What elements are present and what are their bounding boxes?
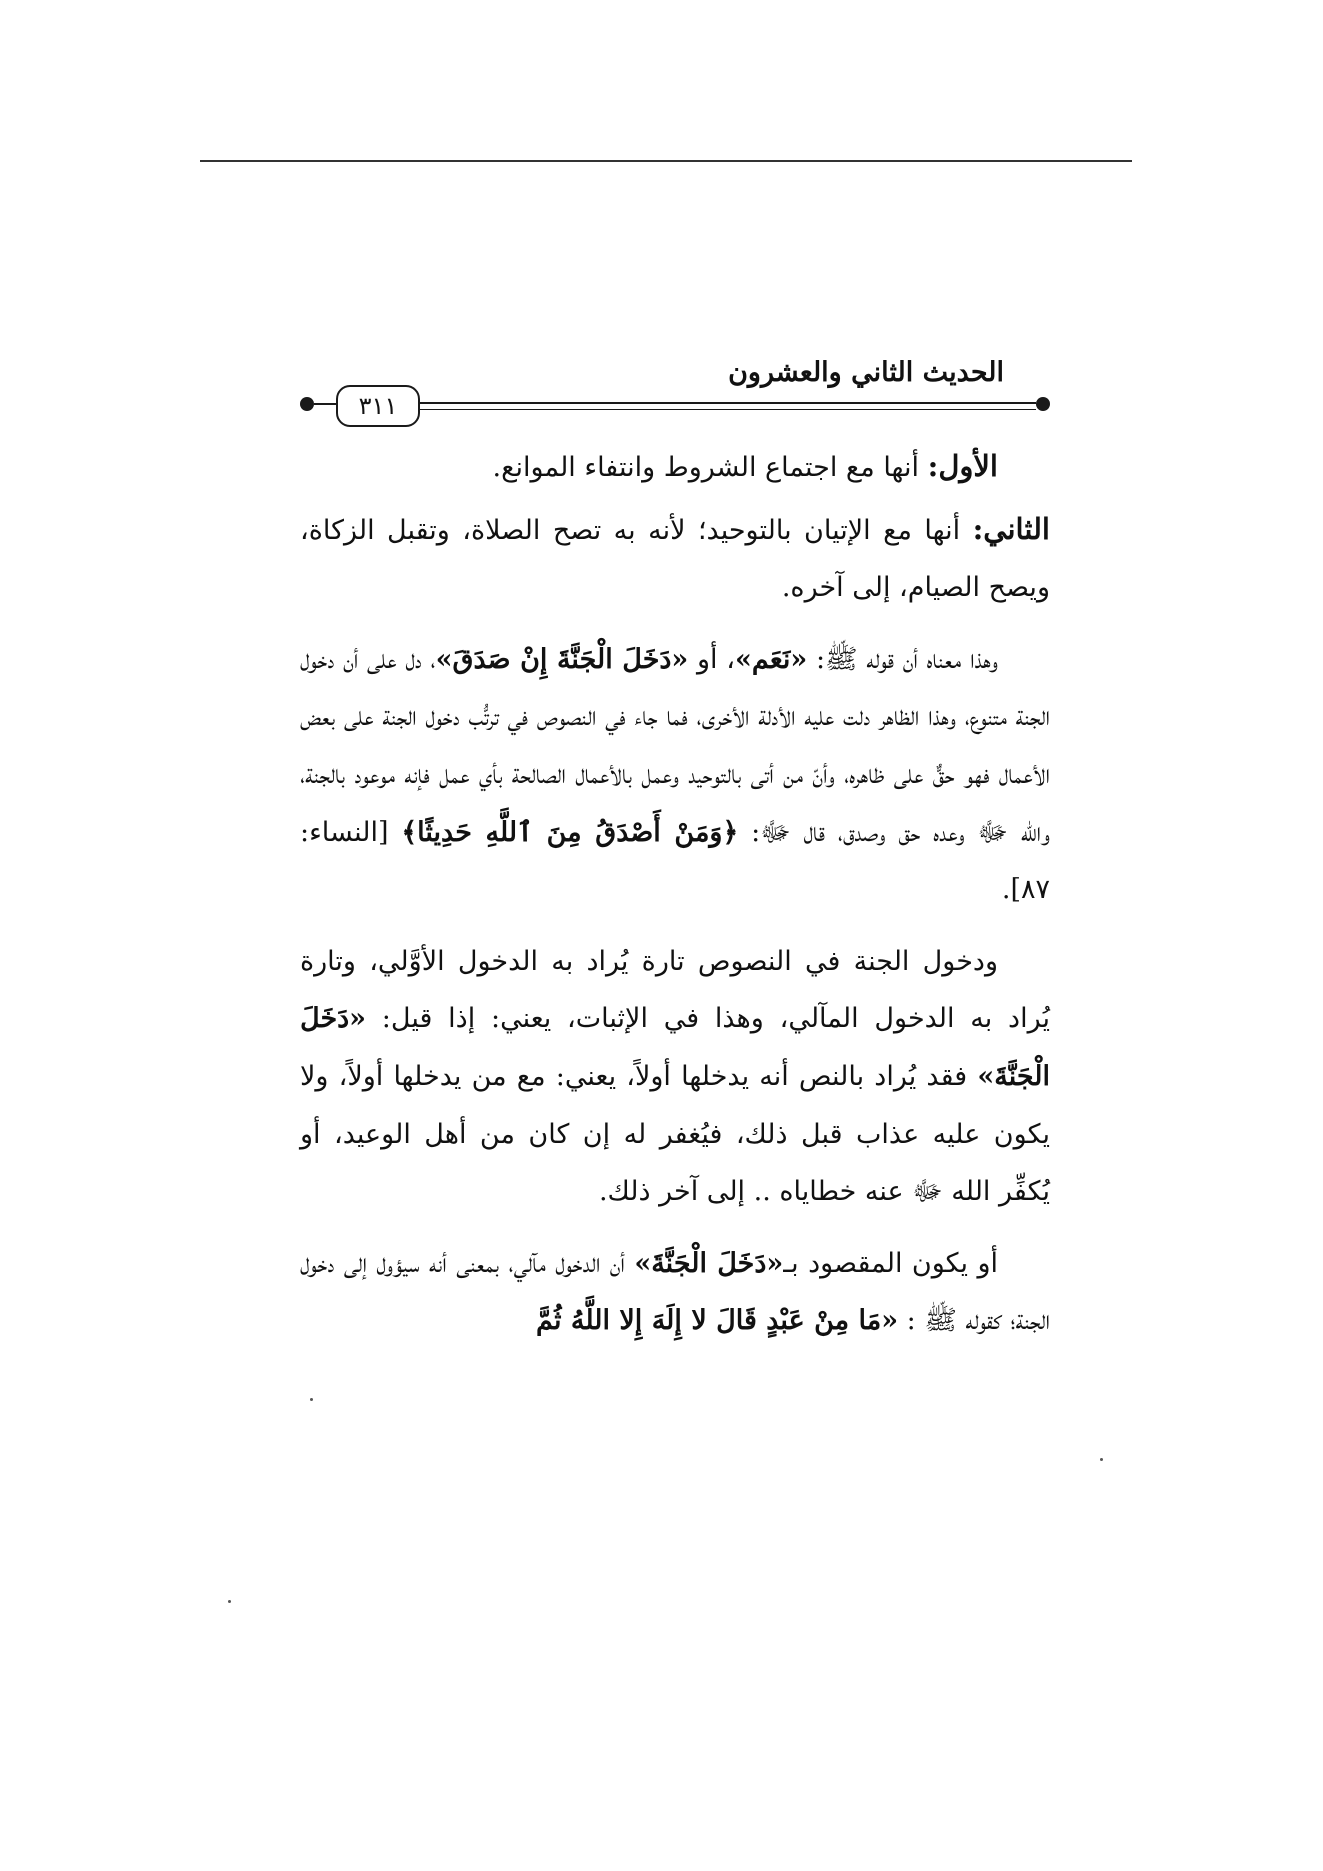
verse-reference: [النساء: ٨٧].	[300, 816, 1050, 906]
paragraph-entry-meanings	[300, 933, 1050, 1221]
hadith-quote: «دَخَلَ الْجَنَّةَ»	[634, 1247, 784, 1279]
text-segment: أن الدخول مآلي، بمعنى أنه سيؤول إلى دخول الجنة؛ كقوله ﷺ :	[300, 1247, 1050, 1337]
page-body	[300, 438, 1050, 1364]
scan-speck	[1100, 1458, 1103, 1461]
quran-verse: ﴿وَمَنْ أَصْدَقُ مِنَ ٱللَّهِ حَدِيثًا﴾	[401, 816, 739, 848]
paragraph-final-entry	[300, 1235, 1050, 1350]
hadith-quote: «دَخَلَ الْجَنَّةَ»	[300, 1003, 1050, 1092]
hadith-quote: «مَا مِنْ عَبْدٍ قَالَ لا إِلَهَ إِلا اللَّهُ ثُمَّ	[535, 1305, 899, 1337]
term-second: الثاني:	[972, 511, 1050, 546]
ornament-dot-left	[300, 397, 314, 411]
hadith-quote: «نَعَم»	[734, 643, 808, 675]
text-segment: ، دل على أن دخول الجنة متنوع، وهذا الظاهر دلت عليه الأدلة الأخرى، فما جاء في النصوص في ترتُّب دخول الجنة على بعض الأعمال فهو حقٌّ على ظاهره، وأنّ من أتى بالتوحيد وعمل بالأعمال الصالحة بأي عمل فإنه موعود بالجنة، والله ﷻ وعده حق وصدق، قال ﷻ:	[300, 643, 1051, 848]
hadith-quote: «دَخَلَ الْجَنَّةَ إِنْ صَدَقَ»	[435, 643, 689, 675]
text-segment: أو يكون المقصود بـ	[783, 1247, 999, 1279]
ornament-dot-right	[1036, 397, 1050, 411]
text-segment: وهذا معناه أن قوله ﷺ:	[807, 643, 999, 675]
paragraph-text: أنها مع اجتماع الشروط وانتفاء الموانع.	[492, 452, 928, 483]
paragraph-second	[300, 501, 1050, 617]
text-segment: ، أو	[688, 643, 735, 675]
paragraph-text: أنها مع الإتيان بالتوحيد؛ لأنه به تصح الصلاة، وتقبل الزكاة، ويصح الصيام، إلى آخره.	[300, 514, 1050, 604]
text-segment: ودخول الجنة في النصوص تارة يُراد به الدخول الأوَّلي، وتارة يُراد به الدخول المآلي، وهذا في الإثبات، يعني: إذا قيل:	[300, 945, 1050, 1035]
scan-speck	[310, 1398, 313, 1401]
text-segment: فقد يُراد بالنص أنه يدخلها أولاً، يعني: مع من يدخلها أولاً، ولا يكون عليه عذاب قبل ذلك، فيُغفر له إن كان من أهل الوعيد، أو يُكفِّر الله ﷻ عنه خطاياه .. إلى آخر ذلك.	[300, 1060, 1050, 1208]
term-first: الأول:	[927, 449, 998, 483]
page-number-lead-line	[314, 403, 336, 405]
paragraph-entry-types	[300, 631, 1050, 919]
page-header	[300, 355, 1052, 425]
header-double-rule	[420, 402, 1036, 410]
chapter-title: الحديث الثاني والعشرون	[728, 357, 1004, 388]
top-border-rule	[200, 160, 1132, 162]
scan-speck	[228, 1600, 231, 1603]
page-number: ٣١١	[336, 385, 420, 427]
paragraph-first	[300, 438, 1050, 497]
